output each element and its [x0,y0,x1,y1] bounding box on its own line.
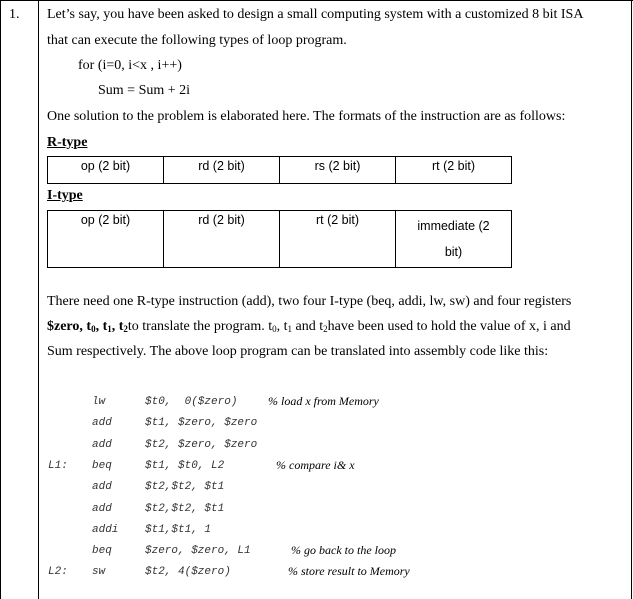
code-opcode: beq [92,545,112,557]
column-divider [38,0,39,599]
immediate-label-line1: immediate (2 [417,219,490,233]
explain-line-3: Sum respectively. The above loop program can be translated into assembly code like this: [47,344,549,359]
code-opcode: add [92,417,112,429]
code-opcode: beq [92,460,112,472]
itype-format-table [47,210,512,268]
code-opcode: add [92,481,112,493]
rtype-field-rd: rd (2 bit) [164,157,280,184]
right-border [631,0,632,599]
code-opcode: lw [92,396,106,408]
itype-heading: I-type [47,188,83,203]
code-operands: $t0, 0($zero) [145,396,238,408]
rtype-field-op: op (2 bit) [48,157,164,184]
rtype-format-table [47,156,512,184]
itype-field-rd: rd (2 bit) [164,211,280,268]
code-operands: $t2,$t2, $t1 [145,481,225,493]
code-operands: $t2, 4($zero) [145,566,231,578]
code-operands: $t1, $zero, $zero [145,417,258,429]
rtype-heading: R-type [47,135,88,150]
code-operands: $zero, $zero, L1 [145,545,251,557]
question-number: 1. [9,7,20,22]
code-operands: $t2,$t2, $t1 [145,503,225,515]
intro-line-2: that can execute the following types of loop program. [47,33,347,48]
left-border [0,0,1,599]
code-comment: % go back to the loop [291,543,396,557]
code-comment: % load x from Memory [268,394,379,408]
rtype-field-rs: rs (2 bit) [280,157,396,184]
explain-line-1: There need one R-type instruction (add), two four I-type (beq, addi, lw, sw) and four registers [47,294,572,309]
rtype-field-rt: rt (2 bit) [396,157,512,184]
registers-bold: $zero, $t_0$, $t_1$, $t_2$ [47,319,128,334]
top-border [0,0,633,1]
itype-field-op: op (2 bit) [48,211,164,268]
code-operands: $t1,$t1, 1 [145,524,212,536]
explain-line-2: $zero, $t_0$, $t_1$, $t_2to$ translate the program. $t_0$, $t_1$ and $t_2have$ been used to hold the value of x, i and [47,319,571,334]
code-opcode: add [92,503,112,515]
code-operands: $t2, $zero, $zero [145,439,258,451]
itype-field-immediate [396,211,512,268]
itype-field-rt: rt (2 bit) [280,211,396,268]
solution-line: One solution to the problem is elaborated here. The formats of the instruction are as follows: [47,109,566,124]
code-comment: % store result to Memory [288,564,410,578]
code-label: L1: [48,460,68,472]
code-label: L2: [48,566,68,578]
intro-line-1: Let’s say, you have been asked to design a small computing system with a customized 8 bit ISA [47,7,584,22]
code-operands: $t1, $t0, L2 [145,460,225,472]
code-opcode: add [92,439,112,451]
program-line-1: for (i=0, i<x , i++) [78,58,182,73]
immediate-label-line2: bit) [444,245,463,259]
code-comment: % compare i& x [276,458,355,472]
program-line-2: Sum = Sum + 2i [98,83,191,98]
code-opcode: addi [92,524,119,536]
code-opcode: sw [92,566,106,578]
